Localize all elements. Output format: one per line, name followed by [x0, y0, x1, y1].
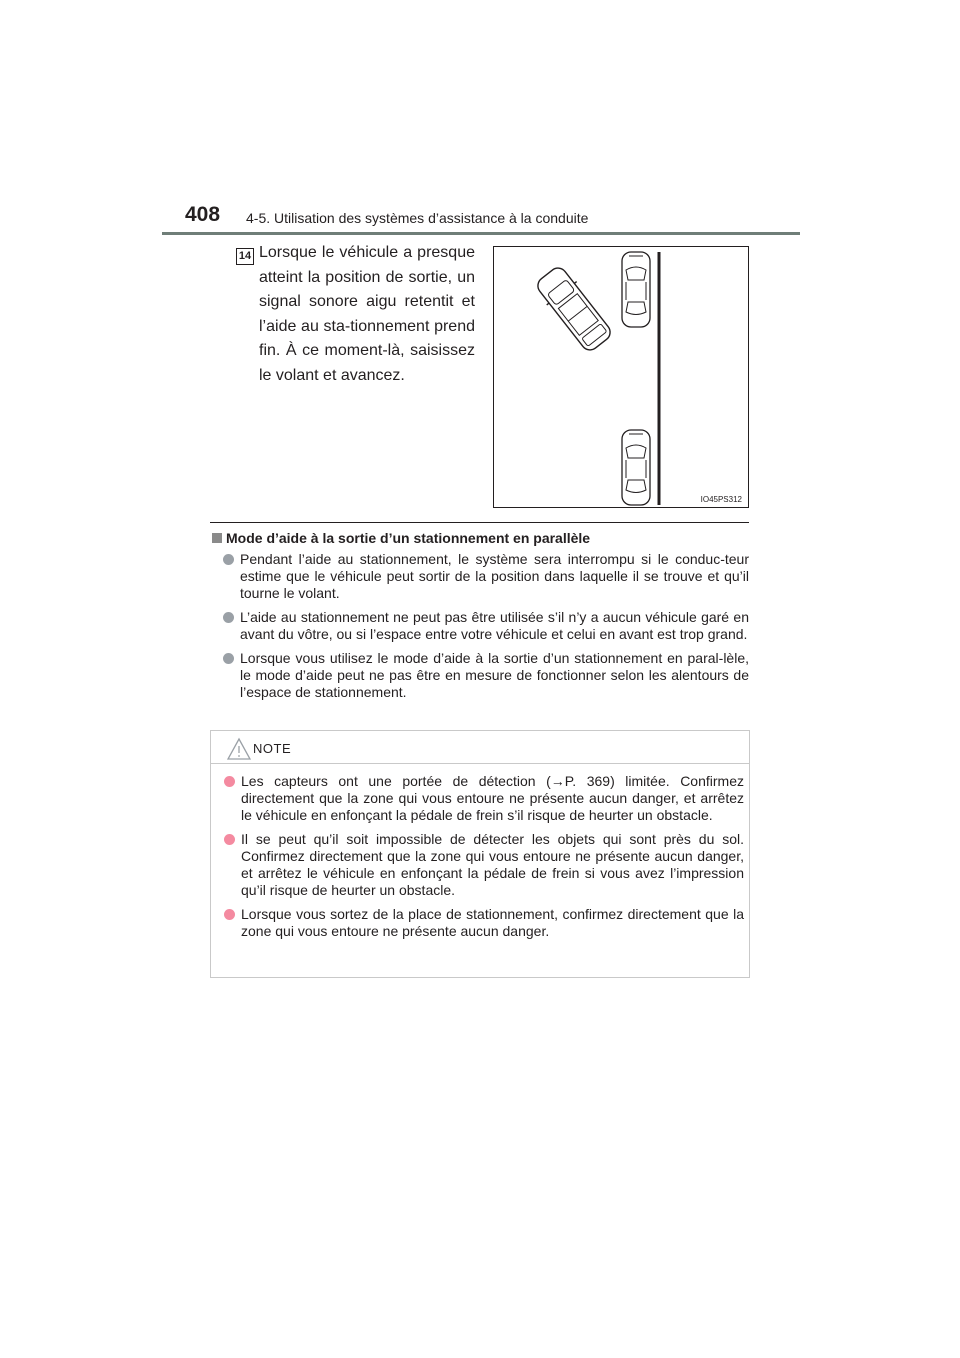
list-item	[223, 650, 749, 701]
list-item-text: L’aide au stationnement ne peut pas être utilisée s’il n’y a aucun véhicule garé en avant du vôtre, ou si l’espace entre votre véhicule et celui en avant est trop grand.	[240, 609, 749, 642]
note-list	[224, 773, 744, 947]
step-description: Lorsque le véhicule a presque atteint la position de sortie, un signal sonore aigu retentit et l’aide au sta-tionnement prend fin. À ce moment-là, saisissez le volant et avancez.	[259, 244, 475, 384]
list-item	[223, 609, 749, 643]
bullet-icon	[224, 776, 235, 787]
list-item	[223, 551, 749, 602]
exiting-vehicle	[532, 263, 616, 356]
warning-triangle-icon	[227, 737, 251, 761]
bullet-icon	[224, 909, 235, 920]
list-item	[224, 831, 744, 899]
list-item-text: Il se peut qu’il soit impossible de détecter les objets qui sont près du sol. Confirmez directement que la zone qui vous entoure ne présente aucun danger, et arrêtez le véhicule en enfonçant la pédale de frein si vous avez l’impression qu’il risque de heurter un obstacle.	[241, 831, 744, 898]
bullet-icon	[223, 554, 234, 565]
note-title: NOTE	[253, 741, 292, 756]
step-number-badge: 14	[236, 248, 254, 265]
list-item	[224, 773, 744, 824]
bullet-icon	[224, 834, 235, 845]
note-box	[210, 730, 750, 978]
parking-diagram	[494, 247, 750, 509]
list-item-text: Lorsque vous sortez de la place de stationnement, confirmez directement que la zone qui vous entoure ne présente aucun danger.	[241, 906, 744, 939]
list-item	[224, 906, 744, 940]
bullet-icon	[223, 653, 234, 664]
parked-car-rear	[622, 430, 650, 505]
parked-car-front	[622, 252, 650, 327]
subheading	[212, 530, 590, 546]
bullet-icon	[223, 612, 234, 623]
subheading-text: Mode d’aide à la sortie d’un stationnement en parallèle	[226, 530, 591, 546]
section-title: 4-5. Utilisation des systèmes d’assistance à la conduite	[246, 210, 589, 226]
info-bullet-list	[223, 551, 749, 708]
header-divider	[162, 232, 800, 235]
list-item-text: Pendant l’aide au stationnement, le système sera interrompu si le conduc-teur estime que le véhicule peut sortir de la position dans laquelle il se trouve et qu’il tourne le volant.	[240, 551, 749, 601]
square-bullet-icon	[212, 533, 222, 543]
list-item-text: Les capteurs ont une portée de détection (→P. 369) limitée. Confirmez directement que la zone qui vous entoure ne présente aucun danger, et arrêtez le véhicule en enfonçant la pédale de frein s’il risque de heurter un obstacle.	[241, 773, 744, 823]
page-number: 408	[185, 203, 221, 226]
note-divider	[211, 763, 749, 764]
figure-code: IO45PS312	[700, 495, 742, 504]
parking-exit-illustration	[493, 246, 749, 508]
list-item-text: Lorsque vous utilisez le mode d’aide à la sortie d’un stationnement en paral-lèle, le mode d’aide peut ne pas être en mesure de fonctionner selon les alentours de l’espace de stationnement.	[240, 650, 749, 700]
section-divider	[210, 522, 749, 523]
